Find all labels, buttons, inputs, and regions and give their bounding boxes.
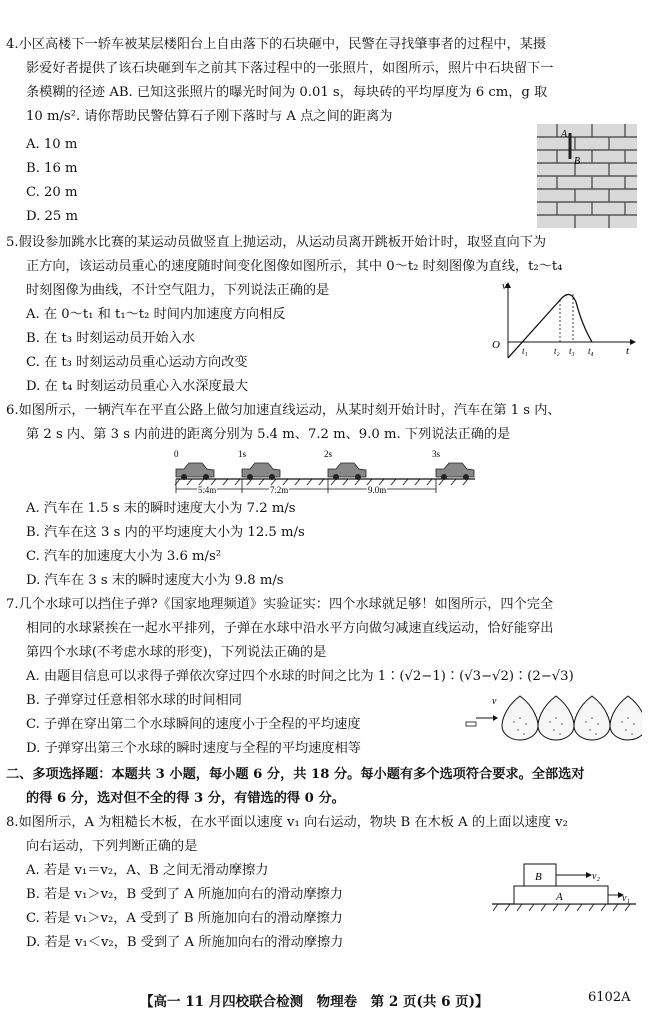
q8-option-d: D. 若是 v₁＜v₂，B 受到了 A 所施加向右的滑动摩擦力 <box>26 935 344 950</box>
q4-option-d: D. 25 m <box>26 209 78 224</box>
axis-t-label: t <box>626 345 630 357</box>
q5-option-b: B. 在 t₃ 时刻运动员开始入水 <box>26 331 195 346</box>
time-label-0: 0 <box>174 449 179 459</box>
q7-line-3: 第四个水球(不考虑水球的形变)，下列说法正确的是 <box>26 645 327 660</box>
q6-line-1: 6.如图所示，一辆汽车在平直公路上做匀加速直线运动，从某时刻开始计时，汽车在第 1 s 内、 <box>6 403 561 418</box>
q4-option-c: C. 20 m <box>26 185 78 200</box>
car-icon <box>328 463 366 480</box>
q4-line-2: 影爱好者提供了该石块砸到车之前其下落过程中的一张照片，如图所示，照片中石块留下一 <box>26 61 554 76</box>
time-label-3: 3s <box>432 449 441 459</box>
time-label-2: 2s <box>324 449 333 459</box>
page-footer: 【高一 11 月四校联合检测 物理卷 第 2 页(共 6 页)】 <box>140 994 489 1010</box>
q5-line-1: 5.假设参加跳水比赛的某运动员做竖直上抛运动，从运动员离开跳板开始计时，取竖直向下为 <box>6 235 547 250</box>
q8-option-c: C. 若是 v₁＞v₂，A 受到了 B 所施加向右的滑动摩擦力 <box>26 911 343 926</box>
tick-t4: t₄ <box>588 346 594 356</box>
q8-option-b: B. 若是 v₁＞v₂，B 受到了 A 所施加向右的滑动摩擦力 <box>26 887 343 902</box>
q6-option-d: D. 汽车在 3 s 末的瞬时速度大小为 9.8 m/s <box>26 573 284 588</box>
q7-option-c: C. 子弹在穿出第二个水球瞬间的速度小于全程的平均速度 <box>26 717 361 732</box>
q5-line-2: 正方向，该运动员重心的速度随时间变化图像如图所示，其中 0～t₂ 时刻图像为直线，t₂～t₄ <box>26 259 563 274</box>
q6-option-b: B. 汽车在这 3 s 内的平均速度大小为 12.5 m/s <box>26 525 305 540</box>
car-icon <box>242 463 280 480</box>
q5-line-3: 时刻图像为曲线，不计空气阻力，下列说法正确的是 <box>26 283 330 298</box>
brick-wall-figure <box>537 124 637 228</box>
q6-line-2: 第 2 s 内、第 3 s 内前进的距离分别为 5.4 m、7.2 m、9.0 m. 下列说法正确的是 <box>26 427 511 442</box>
v1-label: v₁ <box>622 893 630 904</box>
block-b-label: B <box>535 871 542 883</box>
q7-line-1: 7.几个水球可以挡住子弹?《国家地理频道》实验证实：四个水球就足够！如图所示，四个完全 <box>6 597 554 612</box>
bullet-velocity-label: v <box>492 696 497 707</box>
q7-option-b: B. 子弹穿过任意相邻水球的时间相同 <box>26 693 242 708</box>
q4-option-b: B. 16 m <box>26 161 78 176</box>
origin-label: O <box>492 339 500 351</box>
q8-line-2: 向右运动，下列判断正确的是 <box>26 839 198 854</box>
car-icon <box>176 463 214 480</box>
q8-option-a: A. 若是 v₁＝v₂，A、B 之间无滑动摩擦力 <box>26 863 269 878</box>
q4-line-4: 10 m/s². 请你帮助民警估算石子刚下落时与 A 点之间的距离为 <box>26 109 393 124</box>
car-icon <box>436 463 474 480</box>
q5-option-d: D. 在 t₄ 时刻运动员重心入水深度最大 <box>26 379 249 394</box>
tick-t3: t₃ <box>569 346 575 356</box>
exam-code: 6102A <box>588 990 631 1005</box>
time-label-1: 1s <box>238 449 247 459</box>
point-b-label: B <box>574 156 581 167</box>
q4-line-1: 4.小区高楼下一轿车被某层楼阳台上自由落下的石块砸中，民警在寻找肇事者的过程中，某摄 <box>6 37 547 52</box>
q6-option-a: A. 汽车在 1.5 s 末的瞬时速度大小为 7.2 m/s <box>26 501 296 516</box>
q5-option-a: A. 在 0～t₁ 和 t₁～t₂ 时间内加速度方向相反 <box>26 307 286 322</box>
q7-option-d: D. 子弹穿出第三个水球的瞬时速度与全程的平均速度相等 <box>26 741 361 756</box>
board-a-label: A <box>556 891 563 903</box>
water-balls-figure <box>462 692 642 742</box>
v2-label: v₂ <box>592 871 600 882</box>
section2-line-1: 二、多项选择题：本题共 3 小题，每小题 6 分，共 18 分。每小题有多个选项符合要求。全部选对 <box>6 767 585 782</box>
section2-line-2: 的得 6 分，选对但不全的得 3 分，有错选的得 0 分。 <box>26 791 345 806</box>
q6-option-c: C. 汽车的加速度大小为 3.6 m/s² <box>26 549 222 564</box>
bullet-icon <box>466 722 476 726</box>
point-a-label: A <box>561 129 568 140</box>
axis-v-label: v <box>502 280 507 292</box>
q8-line-1: 8.如图所示，A 为粗糙长木板，在水平面以速度 v₁ 向右运动，物块 B 在木板 A 的上面以速度 v₂ <box>6 815 568 830</box>
tick-t1: t₁ <box>522 346 528 356</box>
q4-line-3: 条模糊的径迹 AB. 已知这张照片的曝光时间为 0.01 s，每块砖的平均厚度为 6 cm，g 取 <box>26 85 548 100</box>
dist-label-1: 5.4m <box>198 485 217 495</box>
q7-option-a: A. 由题目信息可以求得子弹依次穿过四个水球的时间之比为 1∶(√2−1)∶(√3−√2)∶(2−√3) <box>26 669 574 684</box>
board-block-figure <box>488 856 638 914</box>
car-motion-figure <box>170 447 480 495</box>
q5-option-c: C. 在 t₃ 时刻运动员重心运动方向改变 <box>26 355 248 370</box>
velocity-time-graph <box>488 280 638 362</box>
q7-line-2: 相同的水球紧挨在一起水平排列，子弹在水球中沿水平方向做匀减速直线运动，恰好能穿出 <box>26 621 554 636</box>
tick-t2: t₂ <box>554 346 560 356</box>
dist-label-3: 9.0m <box>368 485 387 495</box>
q4-option-a: A. 10 m <box>26 137 78 152</box>
dist-label-2: 7.2m <box>270 485 289 495</box>
